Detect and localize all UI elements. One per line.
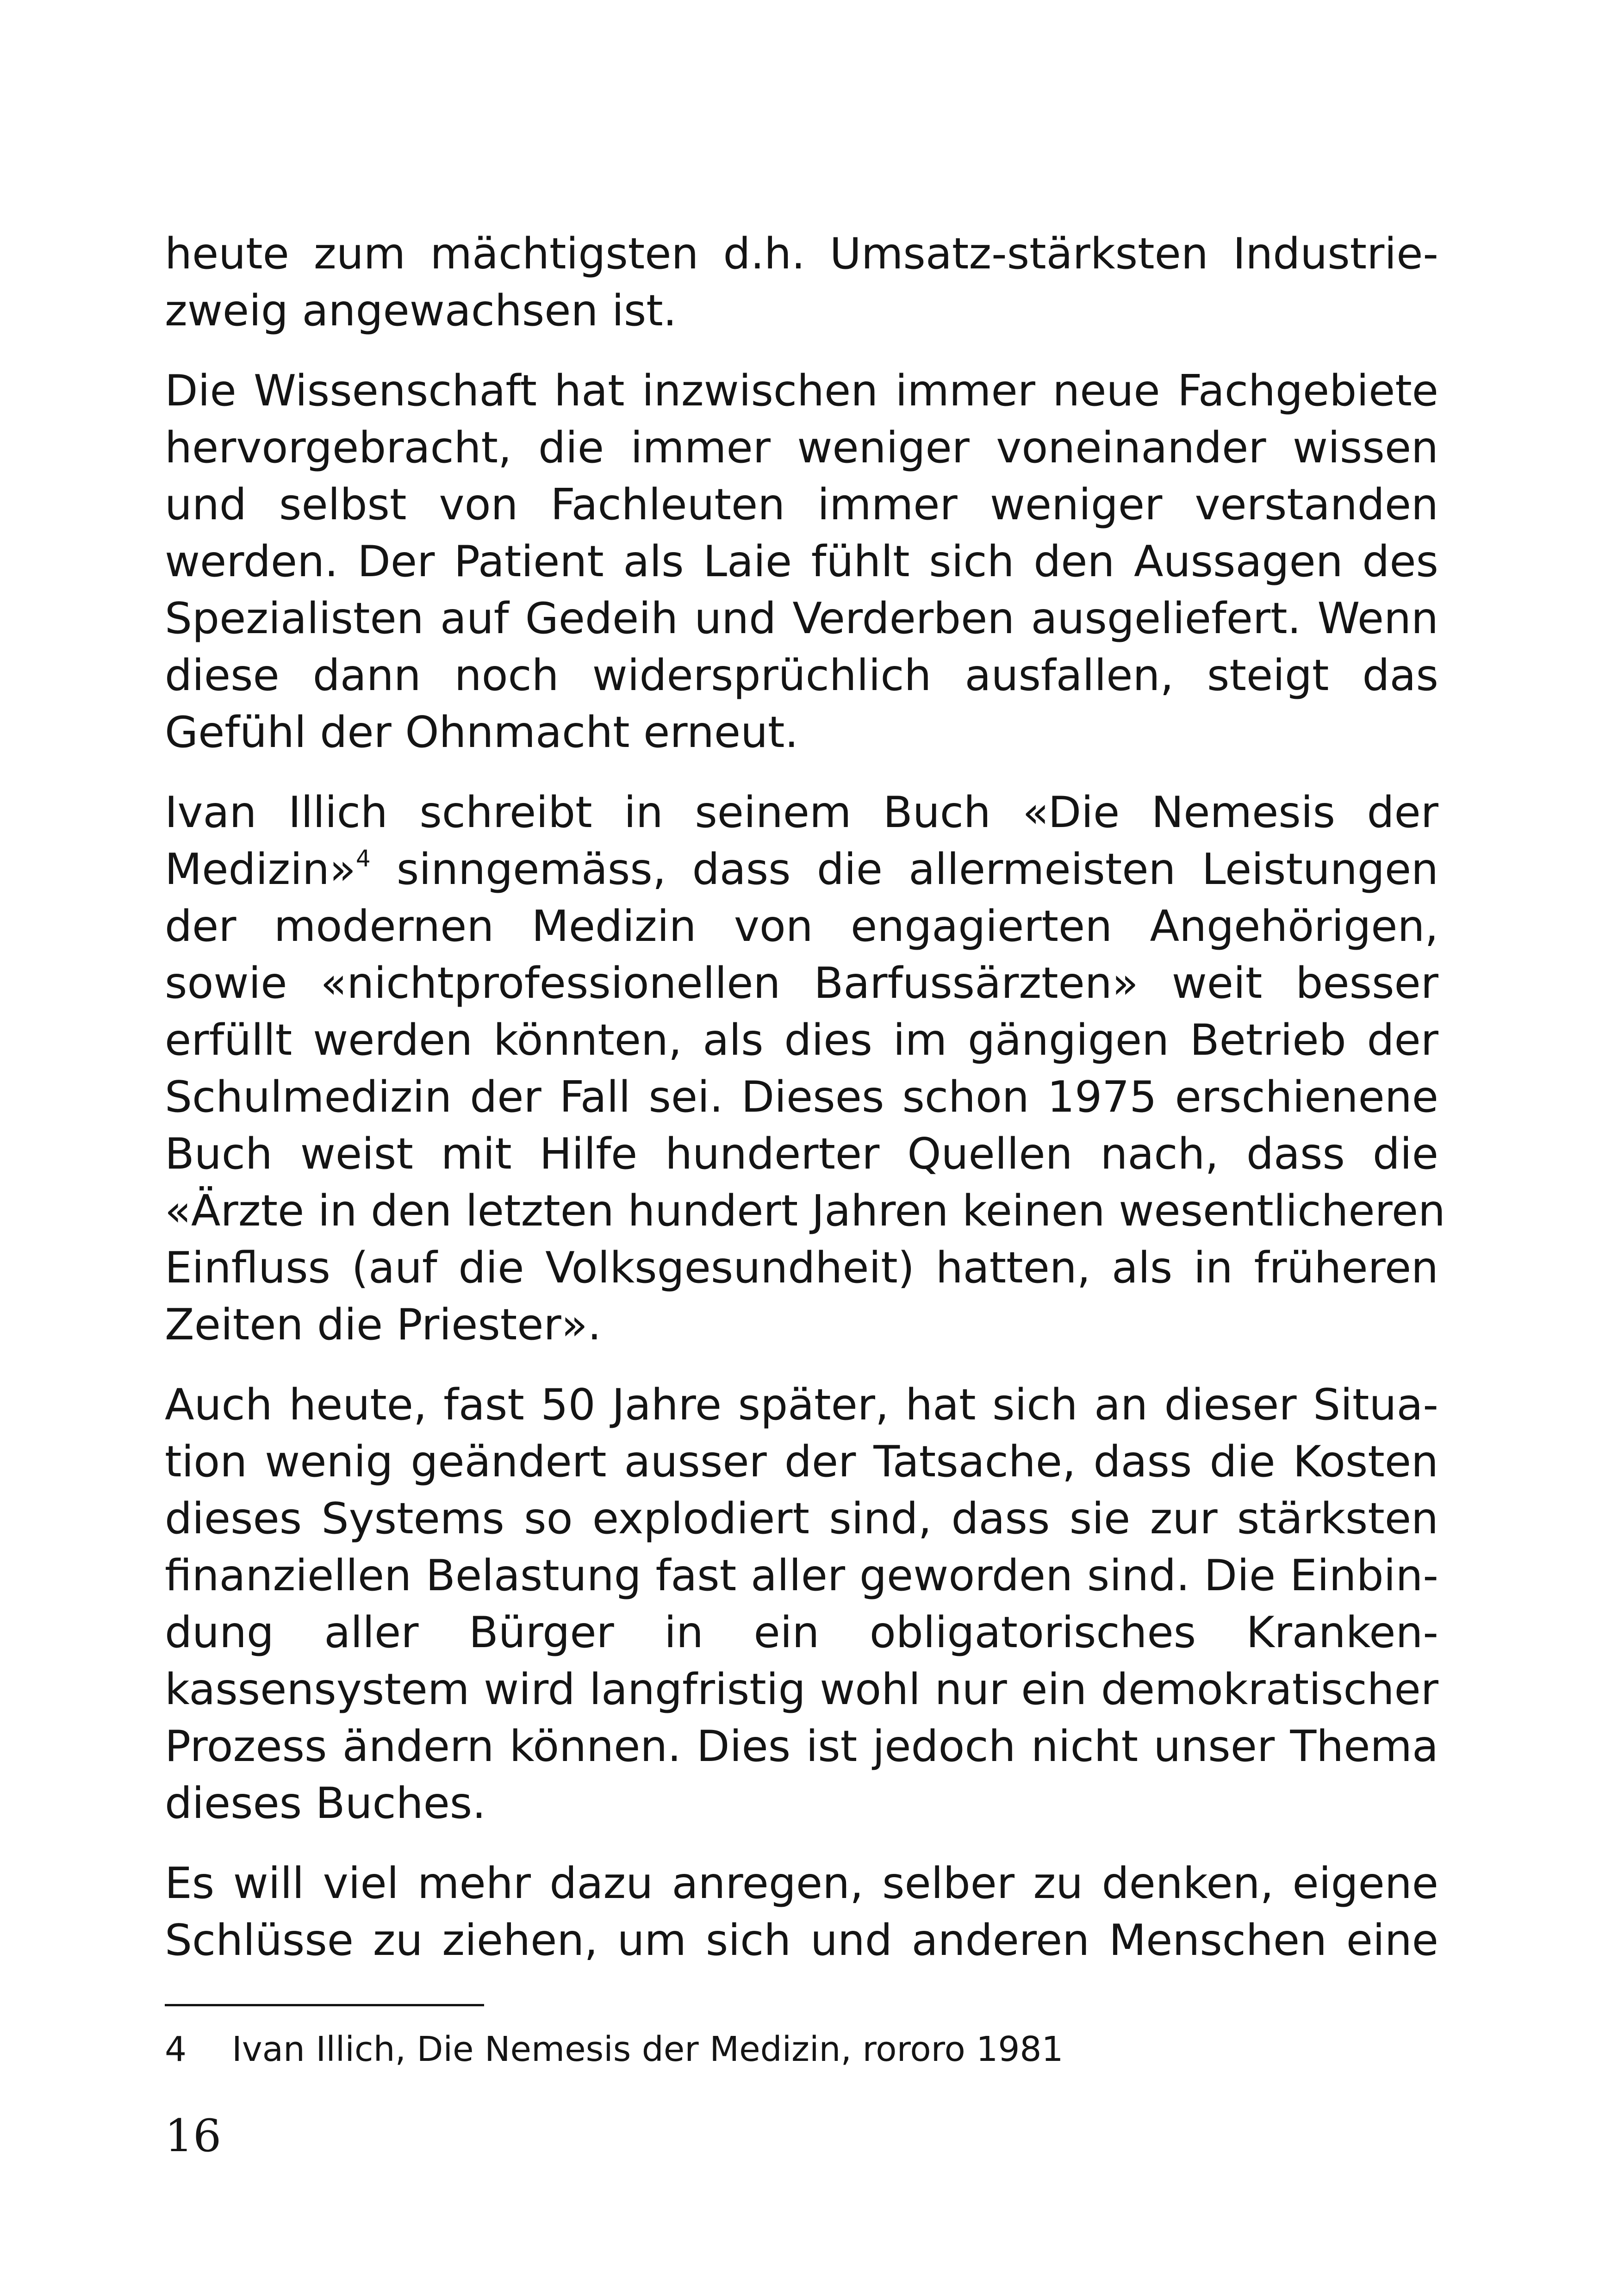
- text-line: Zeiten die Priester».: [165, 1300, 602, 1350]
- text-line: dung aller Bürger in ein obligatorisches Kranken-: [165, 1607, 1438, 1657]
- text-line: Prozess ändern können. Dies ist jedoch nicht unser Thema: [165, 1721, 1438, 1771]
- footnote: [165, 2026, 1064, 2072]
- text-line: Auch heute, fast 50 Jahre später, hat sich an dieser Situa-: [165, 1380, 1438, 1430]
- paragraph-4: [165, 1376, 1438, 1832]
- text-line: werden. Der Patient als Laie fühlt sich den Aussagen des: [165, 536, 1438, 586]
- text-line: dieses Buches.: [165, 1778, 486, 1828]
- text-line: zweig angewachsen ist.: [165, 286, 677, 336]
- text-line: Es will viel mehr dazu anregen, selber zu denken, eigene: [165, 1858, 1438, 1908]
- footnote-divider: [165, 2004, 484, 2006]
- text-line: der modernen Medizin von engagierten Angehörigen,: [165, 901, 1438, 951]
- paragraph-3: [165, 784, 1445, 1353]
- text-line: dieses Systems so explodiert sind, dass sie zur stärksten: [165, 1493, 1438, 1543]
- paragraph-2: [165, 362, 1438, 761]
- paragraph-5: [165, 1855, 1438, 1969]
- text-line: erfüllt werden könnten, als dies im gängigen Betrieb der: [165, 1015, 1438, 1065]
- footnote-text: Ivan Illich, Die Nemesis der Medizin, rororo 1981: [232, 2029, 1064, 2069]
- text-line: Buch weist mit Hilfe hunderter Quellen nach, dass die: [165, 1129, 1438, 1179]
- text-line: Schlüsse zu ziehen, um sich und anderen Menschen eine: [165, 1915, 1438, 1965]
- text-segment: Medizin»: [165, 844, 356, 894]
- footnote-reference[interactable]: 4: [355, 845, 371, 872]
- page-number: 16: [165, 2110, 222, 2162]
- text-line: Einfluss (auf die Volksgesundheit) hatten, als in früheren: [165, 1243, 1438, 1293]
- text-line: hervorgebracht, die immer weniger voneinander wissen: [165, 423, 1438, 473]
- footnote-number: 4: [165, 2029, 187, 2069]
- text-line: diese dann noch widersprüchlich ausfallen, steigt das: [165, 650, 1438, 700]
- text-line: Spezialisten auf Gedeih und Verderben ausgeliefert. Wenn: [165, 593, 1438, 643]
- text-line: sowie «nichtprofessionellen Barfussärzten» weit besser: [165, 958, 1438, 1008]
- text-line: Gefühl der Ohnmacht erneut.: [165, 707, 799, 757]
- text-line: Die Wissenschaft hat inzwischen immer neue Fachgebiete: [165, 366, 1438, 416]
- body-text: [165, 225, 1445, 1992]
- text-line-with-footnote: [165, 841, 1438, 898]
- text-segment: sinngemäss, dass die allermeisten Leistungen: [370, 844, 1438, 894]
- text-line: finanziellen Belastung fast aller geworden sind. Die Einbin-: [165, 1550, 1438, 1600]
- text-line: Ivan Illich schreibt in seinem Buch «Die Nemesis der: [165, 787, 1438, 837]
- text-line: tion wenig geändert ausser der Tatsache, dass die Kosten: [165, 1437, 1438, 1487]
- text-line: «Ärzte in den letzten hundert Jahren keinen wesentlicheren: [165, 1186, 1445, 1236]
- paragraph-1: [165, 225, 1438, 339]
- text-line: Schulmedizin der Fall sei. Dieses schon 1975 erschienene: [165, 1072, 1438, 1122]
- text-line: kassensystem wird langfristig wohl nur ein demokratischer: [165, 1664, 1438, 1714]
- text-line: und selbst von Fachleuten immer weniger verstanden: [165, 479, 1438, 529]
- text-line: heute zum mächtigsten d.h. Umsatz-stärksten Industrie-: [165, 229, 1438, 279]
